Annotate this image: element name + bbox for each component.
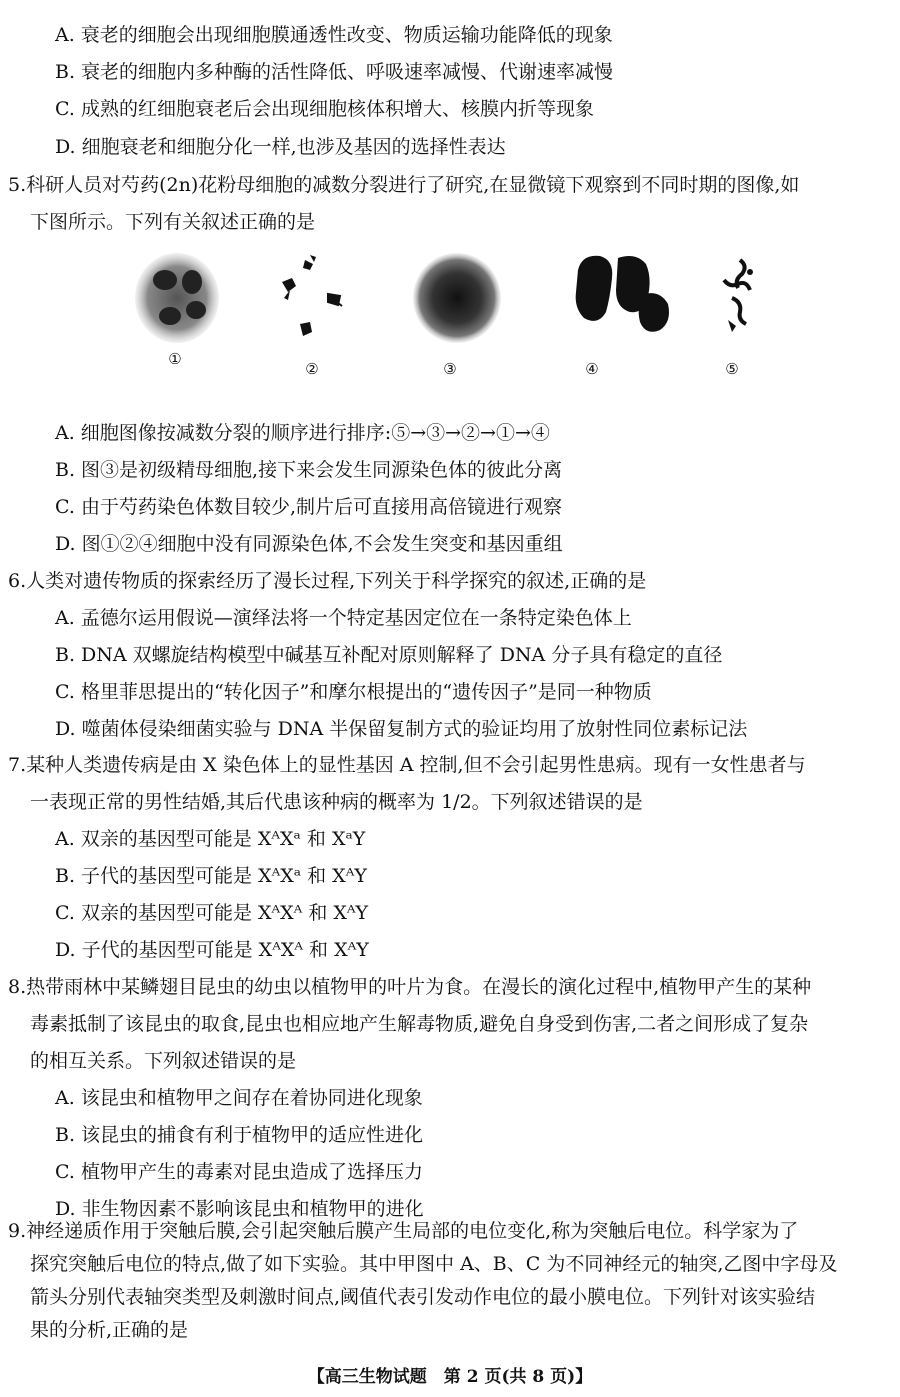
q8-option-a: A. 该昆虫和植物甲之间存在着协同进化现象 — [55, 1087, 423, 1109]
q6-option-c: C. 格里菲思提出的“转化因子”和摩尔根提出的“遗传因子”是同一种物质 — [55, 681, 652, 703]
q7-stem-line-1: 7.某种人类遗传病是由 X 染色体上的显性基因 A 控制,但不会引起男性患病。现有一女性患者与 — [8, 754, 806, 776]
micrograph-label-2: ② — [305, 360, 319, 378]
q5-option-c: C. 由于芍药染色体数目较少,制片后可直接用高倍镜进行观察 — [55, 496, 562, 518]
q9-stem-line-4: 果的分析,正确的是 — [30, 1319, 189, 1341]
q8-option-c: C. 植物甲产生的毒素对昆虫造成了选择压力 — [55, 1161, 423, 1183]
q9-stem-line-1: 9.神经递质作用于突触后膜,会引起突触后膜产生局部的电位变化,称为突触后电位。科学家为了 — [8, 1220, 799, 1242]
micrograph-label-5: ⑤ — [725, 360, 739, 378]
q4-option-b: B. 衰老的细胞内多种酶的活性降低、呼吸速率减慢、代谢速率减慢 — [55, 61, 614, 83]
q5-option-b: B. 图③是初级精母细胞,接下来会发生同源染色体的彼此分离 — [55, 459, 563, 481]
q9-stem-line-2: 探究突触后电位的特点,做了如下实验。其中甲图中 A、B、C 为不同神经元的轴突,乙图中字母及 — [30, 1253, 838, 1275]
q5-option-a: A. 细胞图像按减数分裂的顺序进行排序:⑤→③→②→①→④ — [55, 422, 550, 444]
q7-stem-line-2: 一表现正常的男性结婚,其后代患该种病的概率为 1/2。下列叙述错误的是 — [30, 791, 643, 813]
q5-micrograph-row — [0, 250, 900, 390]
q8-stem-line-3: 的相互关系。下列叙述错误的是 — [30, 1050, 297, 1072]
q7-option-c: C. 双亲的基因型可能是 XᴬXᴬ 和 XᴬY — [55, 902, 369, 924]
q4-option-d: D. 细胞衰老和细胞分化一样,也涉及基因的选择性表达 — [55, 136, 506, 158]
q6-option-a: A. 孟德尔运用假说—演绎法将一个特定基因定位在一条特定染色体上 — [55, 607, 632, 629]
q9-stem-line-3: 箭头分别代表轴突类型及刺激时间点,阈值代表引发动作电位的最小膜电位。下列针对该实验结 — [30, 1286, 816, 1308]
micrograph-label-4: ④ — [585, 360, 599, 378]
q6-stem: 6.人类对遗传物质的探索经历了漫长过程,下列关于科学探究的叙述,正确的是 — [8, 570, 647, 592]
micrograph-label-3: ③ — [443, 360, 457, 378]
q4-option-a: A. 衰老的细胞会出现细胞膜通透性改变、物质运输功能降低的现象 — [55, 24, 613, 46]
q5-option-d: D. 图①②④细胞中没有同源染色体,不会发生突变和基因重组 — [55, 533, 563, 555]
micrograph-4 — [570, 250, 680, 345]
q7-option-d: D. 子代的基因型可能是 XᴬXᴬ 和 XᴬY — [55, 939, 369, 961]
q8-stem-line-1: 8.热带雨林中某鳞翅目昆虫的幼虫以植物甲的叶片为食。在漫长的演化过程中,植物甲产生的某种 — [8, 976, 812, 998]
micrograph-2 — [270, 250, 350, 345]
q8-option-b: B. 该昆虫的捕食有利于植物甲的适应性进化 — [55, 1124, 424, 1146]
q5-stem-line-1: 5.科研人员对芍药(2n)花粉母细胞的减数分裂进行了研究,在显微镜下观察到不同时期的图像,如 — [8, 174, 800, 196]
micrograph-3 — [410, 250, 505, 345]
q5-stem-line-2: 下图所示。下列有关叙述正确的是 — [30, 211, 316, 233]
q8-stem-line-2: 毒素抵制了该昆虫的取食,昆虫也相应地产生解毒物质,避免自身受到伤害,二者之间形成了复杂 — [30, 1013, 809, 1035]
q7-option-b: B. 子代的基因型可能是 XᴬXᵃ 和 XᴬY — [55, 865, 367, 887]
micrograph-5 — [710, 250, 770, 345]
q6-option-b: B. DNA 双螺旋结构模型中碱基互补配对原则解释了 DNA 分子具有稳定的直径 — [55, 644, 723, 666]
q7-option-a: A. 双亲的基因型可能是 XᴬXᵃ 和 XᵃY — [55, 828, 366, 850]
micrograph-label-1: ① — [168, 350, 182, 368]
q6-option-d: D. 噬菌体侵染细菌实验与 DNA 半保留复制方式的验证均用了放射性同位素标记法 — [55, 718, 748, 740]
micrograph-1 — [130, 250, 225, 345]
q4-option-c: C. 成熟的红细胞衰老后会出现细胞核体积增大、核膜内折等现象 — [55, 98, 594, 120]
page-footer: 【高三生物试题 第 2 页(共 8 页)】 — [307, 1367, 593, 1387]
q8-option-d: D. 非生物因素不影响该昆虫和植物甲的进化 — [55, 1198, 424, 1220]
